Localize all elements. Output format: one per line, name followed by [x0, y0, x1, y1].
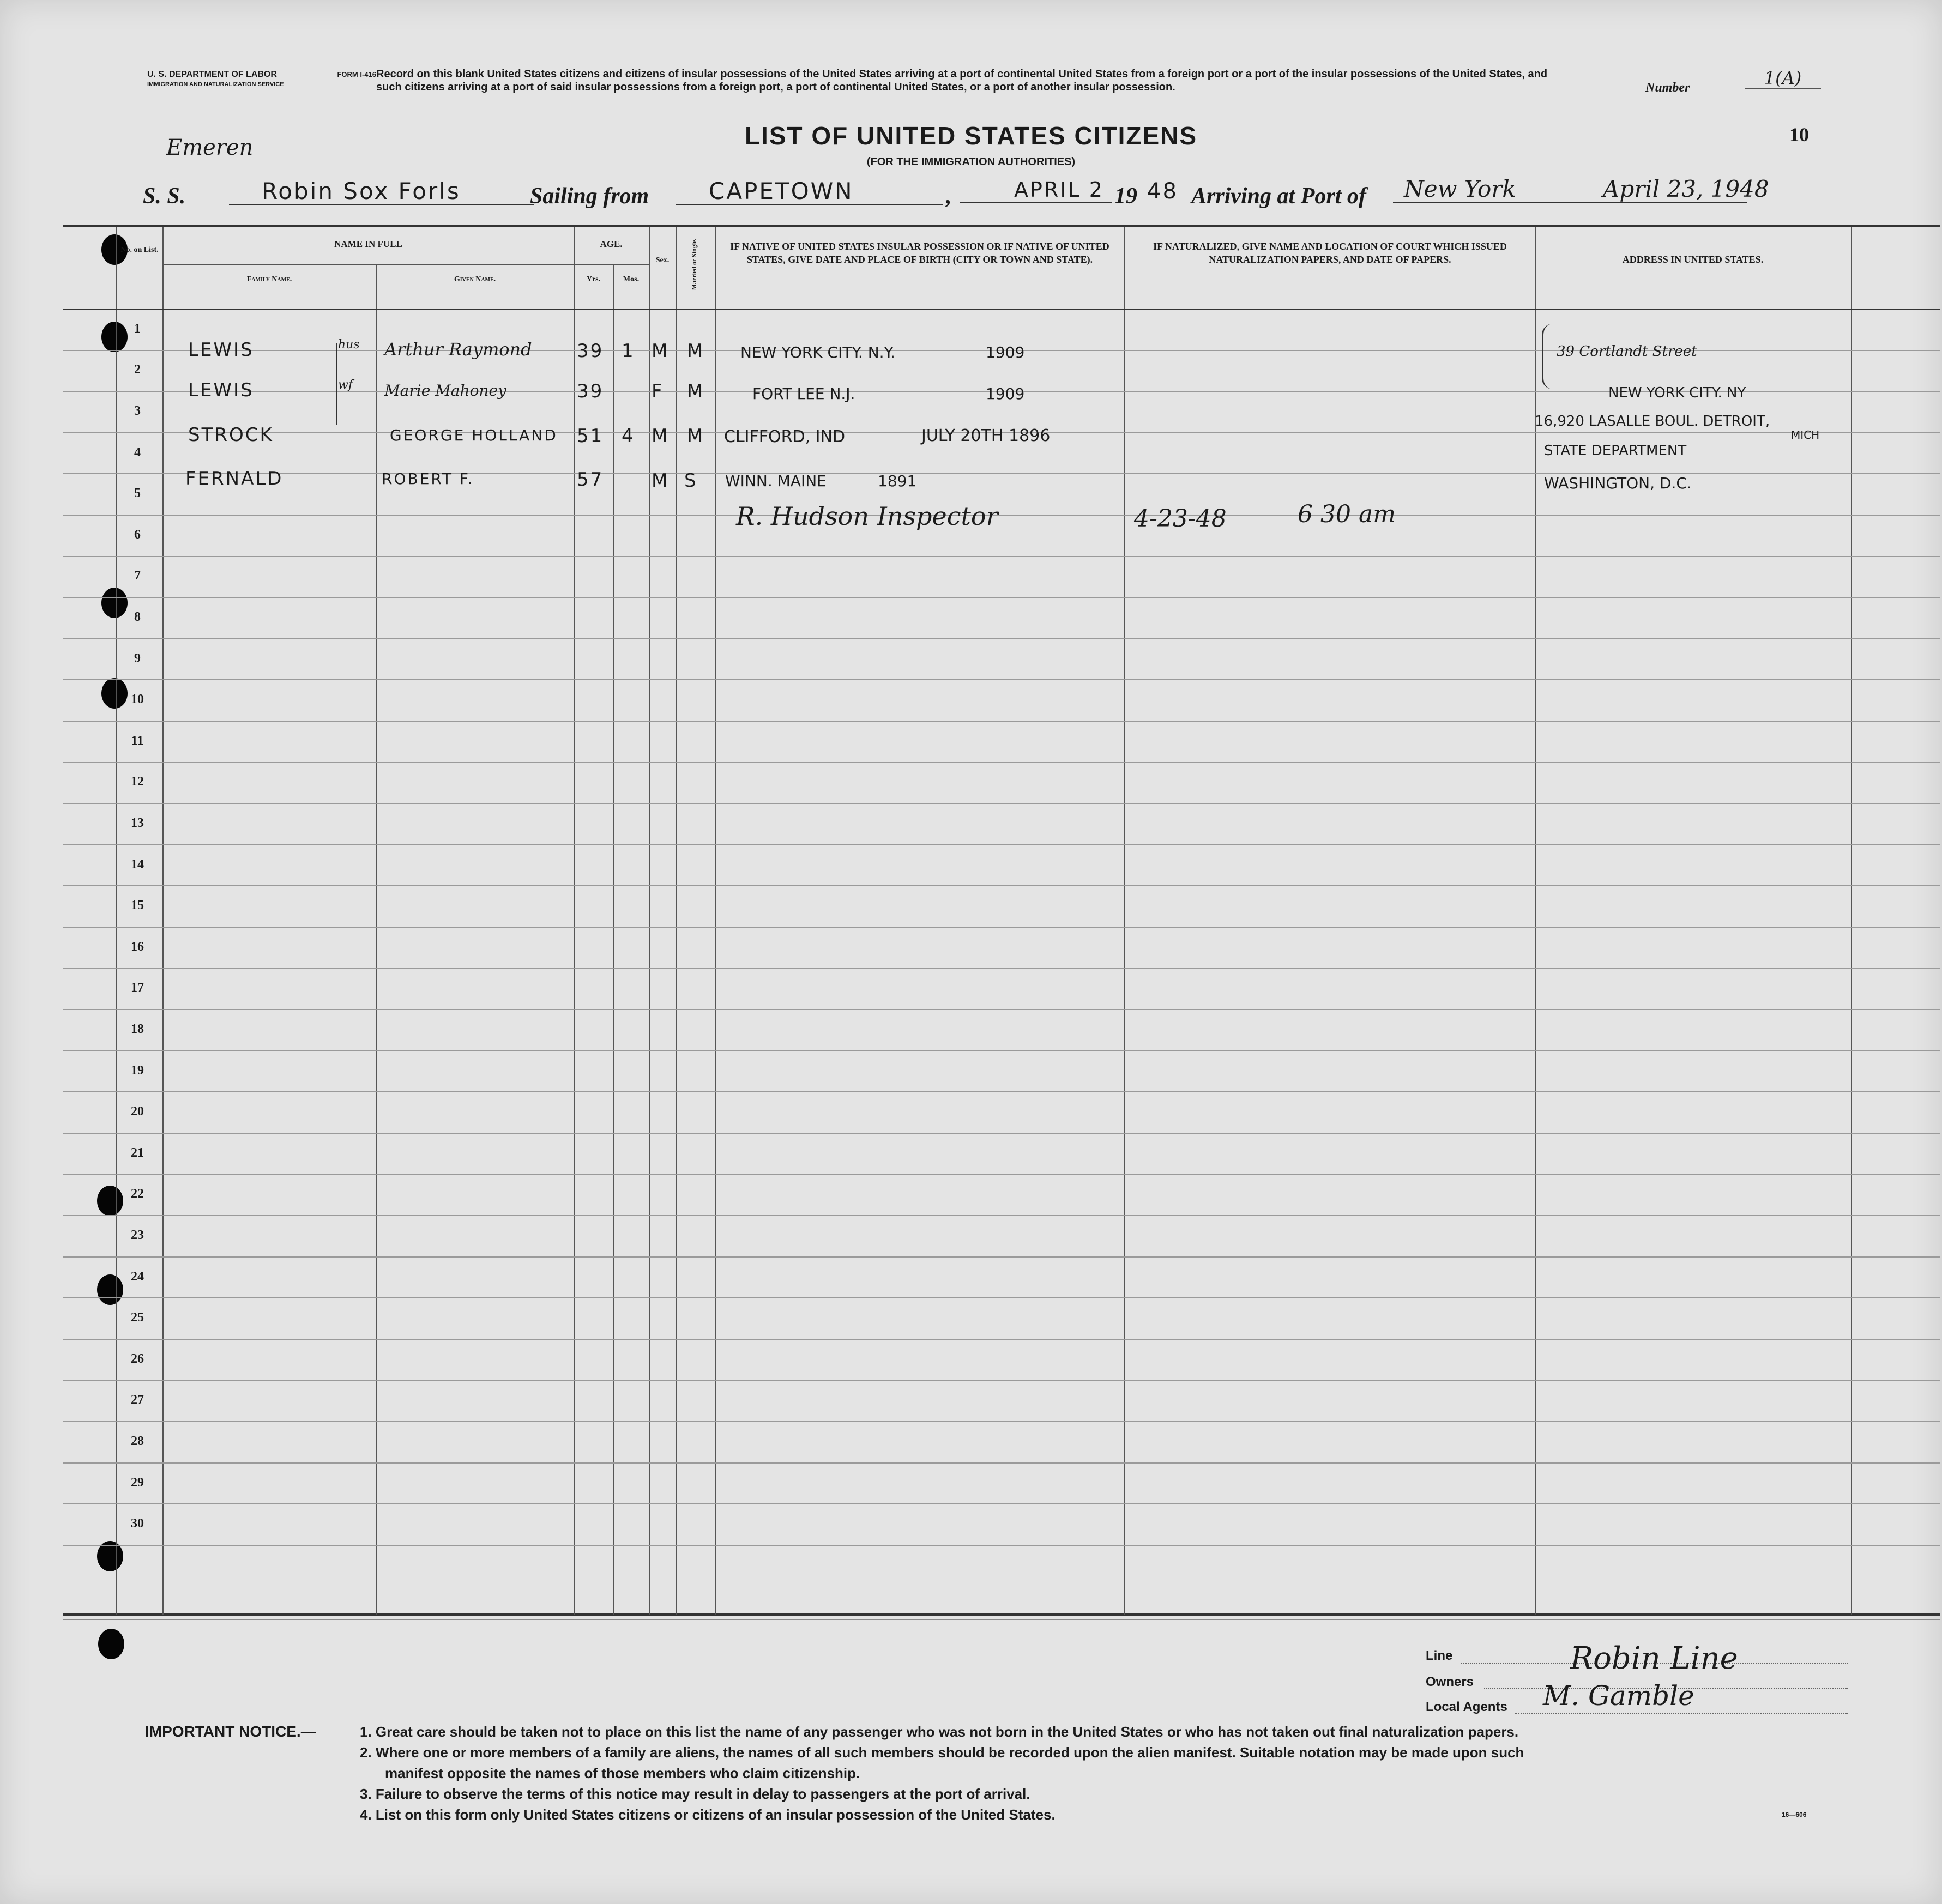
row-rule	[63, 515, 1940, 516]
row-rule	[63, 885, 1940, 886]
col-header-family: Family Name.	[246, 275, 292, 283]
notice-item: 2. Where one or more members of a family are aliens, the names of all such members should be recorded upon the alien manifest. Suitable notation may be made upon such	[360, 1744, 1524, 1761]
family-name: FERNALD	[185, 468, 284, 489]
row-rule	[63, 1050, 1940, 1051]
table-bottom-border	[63, 1613, 1940, 1616]
handwritten-annotation: Emeren	[166, 135, 254, 160]
given-name: Arthur Raymond	[384, 339, 532, 360]
notice-item: 3. Failure to observe the terms of this notice may result in delay to passengers at the port of arrival.	[360, 1786, 1030, 1802]
row-rule	[63, 968, 1940, 969]
row-rule	[63, 927, 1940, 928]
sex: F	[652, 380, 664, 402]
col-header-no: No. on List.	[120, 246, 159, 254]
row-rule	[63, 1421, 1940, 1422]
col-header-given: Given Name.	[454, 275, 496, 283]
year-prefix: 19	[1114, 184, 1137, 209]
notice-list	[360, 1721, 1854, 1825]
row-number: 21	[131, 1146, 144, 1160]
notice-item: 4. List on this form only United States citizens or citizens of an insular possession of the United States.	[360, 1806, 1056, 1823]
given-name: Marie Mahoney	[384, 382, 506, 400]
given-name: GEORGE HOLLAND	[390, 426, 558, 444]
departure-date: APRIL 2	[960, 178, 1112, 203]
form-instructions: Record on this blank United States citizens and citizens of insular possessions of the United States arriving at a port of continental United States from a foreign port or a port of the insular possessions of the United States, and such citizens arriving at a port of said insular possessions from a foreign port, a port of continental United States, or a port of another insular possession.	[376, 68, 1548, 93]
row-number: 6	[134, 528, 141, 542]
row-rule	[63, 721, 1940, 722]
address-line: WASHINGTON, D.C.	[1544, 474, 1692, 492]
manifest-page: U. S. DEPARTMENT OF LABOR FORM I-416 IMMIGRATION AND NATURALIZATION SERVICE Record on this blank United States citizens and citizens of insular possessions of the United States arriving at a port of continental United States from a foreign port or a port of the insular possessions of the United States, and such citizens arriving at a port of said insular possessions from a foreign port, a port of continental United States, or a port of another insular possession. Number 1(A) 10 Emeren LIST OF UNITED STATES CITIZENS (FOR THE IMMIGRATION AUTHORITIES) S. S. Robin Sox Forls Sailing from CAPETOWN , APRIL 2 19 48 Arriving at Port of New York April 23, 1948 No. on List. NAME IN FULL Family Name. Given Name. AGE. Yrs. Mos. Sex. Married or Single. IF NATIVE OF UNITED STATES INSULAR POSSESSION OR IF NATIVE OF UNITED STATES, GIVE DATE AND PLACE OF BIRTH (CITY OR TOWN AND STATE). IF NATURALIZED, GIVE NAME AND LOCATION OF COURT WHICH ISSUED NATURALIZATION PAPERS, AND DATE OF PAPERS. ADDRESS IN UNITED STATES. 1 2 3 4 5 6 7 8 9 10 11 12 13 14 15 16 17 18 19 20 21 22 23 24 25 26 27 28 29 30 LEWIS hus Arthur Raymond 39 1 M M NEW YORK CITY. N.Y. 1909 LEWIS wf Marie Mahoney 39 F M FORT LEE N.J. 1909 STROCK GEORGE HOLLAND 51 4 M M CLIFFORD, IND JULY 20TH 1896 FERNALD ROBERT F. 57 M S WINN. MAINE 1891 39 Cortlandt Street NEW YORK CITY. NY 16,920 LASALLE BOUL. DETROIT, MICH STATE DEPARTMENT WASHINGTON, D.C. R. Hudson Inspector 4-23-48 6 30 am Line Owners Local Agents Robin Line M. Gamble IMPORTANT NOTICE.— 1. Great care should be taken not to place on this list the name of any passenger who was not born in the United States or who has not taken out final naturalization papers. 2. Where one or more members of a family are aliens, the names of all such members should be recorded upon the alien manifest. Suitable notation may be made upon such manifest opposite the names of those members who claim citizenship. 3. Failure to observe the terms of this notice may result in delay to passengers at the port of arrival. 4. List on this form only United States citizens or citizens of an insular possession of the United States. 16—606	[0, 0, 1942, 1904]
col-header-mos: Mos.	[623, 275, 640, 283]
punch-hole	[97, 1274, 123, 1305]
row-rule	[63, 1339, 1940, 1340]
service-name: IMMIGRATION AND NATURALIZATION SERVICE	[147, 81, 284, 88]
sex: M	[652, 425, 670, 447]
row-rule	[63, 597, 1940, 598]
year-suffix: 48	[1147, 179, 1178, 204]
row-number: 10	[131, 692, 144, 706]
row-rule	[63, 1133, 1940, 1134]
form-code: 16—606	[1782, 1811, 1807, 1818]
row-rule	[63, 1009, 1940, 1010]
age-years: 51	[577, 425, 604, 447]
row-number: 5	[134, 486, 141, 500]
row-rule	[63, 803, 1940, 804]
birth-place: WINN. MAINE	[725, 472, 827, 490]
row-number: 19	[131, 1063, 144, 1078]
inspection-time: 6 30 am	[1298, 500, 1396, 528]
page-title: LIST OF UNITED STATES CITIZENS	[744, 122, 1198, 150]
birth-date: 1891	[878, 472, 917, 490]
agent-signature: M. Gamble	[1543, 1680, 1694, 1712]
birth-date: 1909	[986, 343, 1025, 361]
notice-item: manifest opposite the names of those members who claim citizenship.	[385, 1765, 860, 1781]
row-number: 4	[134, 445, 141, 460]
sex: M	[652, 470, 670, 492]
row-rule	[63, 762, 1940, 763]
given-name: ROBERT F.	[382, 470, 474, 488]
age-years: 39	[577, 380, 604, 402]
row-number: 20	[131, 1104, 144, 1119]
row-number: 27	[131, 1393, 144, 1407]
departure-port: CAPETOWN	[676, 178, 943, 205]
age-years: 57	[577, 469, 604, 491]
row-rule	[63, 679, 1940, 680]
family-name: LEWIS	[188, 339, 254, 361]
owners-label: Owners	[1426, 1675, 1474, 1689]
row-number: 25	[131, 1310, 144, 1325]
row-number: 15	[131, 898, 144, 912]
row-number: 14	[131, 857, 144, 872]
row-number: 3	[134, 404, 141, 418]
arriving-label: Arriving at Port of	[1191, 184, 1366, 209]
age-months: 1	[622, 340, 635, 362]
relation: wf	[338, 378, 353, 392]
address-line: NEW YORK CITY. NY	[1608, 385, 1746, 401]
birth-place: NEW YORK CITY. N.Y.	[740, 343, 895, 361]
marital-status: M	[687, 380, 705, 402]
row-number: 18	[131, 1022, 144, 1036]
row-number: 17	[131, 981, 144, 995]
marital-status: M	[687, 340, 705, 362]
notice-item: 1. Great care should be taken not to place on this list the name of any passenger who was not born in the United States or who has not taken out final naturalization papers.	[360, 1724, 1519, 1740]
table-top-border	[63, 225, 1940, 227]
row-number: 8	[134, 610, 141, 624]
birth-date: 1909	[986, 385, 1025, 403]
marital-status: M	[687, 425, 705, 447]
marital-status: S	[684, 470, 698, 492]
col-header-naturalized: IF NATURALIZED, GIVE NAME AND LOCATION OF COURT WHICH ISSUED NATURALIZATION PAPERS, AND DATE OF PAPERS.	[1153, 241, 1507, 265]
relation: hus	[338, 338, 360, 352]
row-rule	[63, 1462, 1940, 1464]
row-rule	[63, 844, 1940, 845]
inspector-signature: R. Hudson Inspector	[736, 501, 998, 531]
row-rule	[63, 1297, 1940, 1298]
row-number: 7	[134, 569, 141, 583]
row-rule	[63, 1503, 1940, 1504]
col-header-married: Married or Single.	[690, 238, 698, 291]
address-line: 39 Cortlandt Street	[1557, 343, 1697, 360]
page-subtitle: (FOR THE IMMIGRATION AUTHORITIES)	[866, 156, 1076, 168]
address-line: 16,920 LASALLE BOUL. DETROIT,	[1535, 413, 1770, 430]
row-rule	[63, 1256, 1940, 1258]
row-rule	[63, 1091, 1940, 1092]
col-header-sex: Sex.	[655, 256, 670, 264]
ship-name: Robin Sox Forls	[229, 178, 534, 205]
local-agents-label: Local Agents	[1426, 1700, 1507, 1714]
line-label: Line	[1426, 1648, 1453, 1663]
number-value: 1(A)	[1745, 68, 1821, 89]
page-number: 10	[1789, 124, 1809, 146]
row-rule	[63, 1215, 1940, 1216]
col-header-age: AGE.	[600, 239, 623, 249]
row-number: 13	[131, 816, 144, 830]
sex: M	[652, 340, 670, 362]
form-number: FORM I-416	[337, 70, 376, 78]
row-number: 16	[131, 940, 144, 954]
row-number: 2	[134, 362, 141, 377]
ss-label: S. S.	[143, 184, 186, 209]
sailing-from-label: Sailing from	[530, 184, 649, 209]
family-bracket	[336, 343, 341, 425]
arrival-date: April 23, 1948	[1603, 176, 1769, 202]
birth-date: JULY 20TH 1896	[921, 426, 1051, 445]
address-line: MICH	[1791, 428, 1820, 442]
row-number: 28	[131, 1434, 144, 1448]
row-number: 24	[131, 1270, 144, 1284]
notice-heading: IMPORTANT NOTICE.—	[145, 1723, 316, 1740]
department-name: U. S. DEPARTMENT OF LABOR	[147, 70, 277, 79]
family-name: STROCK	[188, 424, 274, 446]
punch-hole	[98, 1629, 124, 1659]
address-line: STATE DEPARTMENT	[1544, 443, 1687, 459]
col-header-yrs: Yrs.	[586, 275, 601, 283]
number-label: Number	[1645, 81, 1690, 95]
birth-place: CLIFFORD, IND	[724, 427, 846, 446]
row-number: 9	[134, 651, 141, 666]
col-header-address: ADDRESS IN UNITED STATES.	[1622, 254, 1764, 265]
col-header-birth: IF NATIVE OF UNITED STATES INSULAR POSSESSION OR IF NATIVE OF UNITED STATES, GIVE DATE AND PLACE OF BIRTH (CITY OR TOWN AND STATE).	[730, 241, 1109, 265]
row-rule	[63, 638, 1940, 639]
row-rule	[63, 1545, 1940, 1546]
row-rule	[63, 1174, 1940, 1175]
row-number: 30	[131, 1516, 144, 1531]
row-number: 23	[131, 1228, 144, 1242]
address-bracket	[1542, 324, 1554, 389]
row-number: 22	[131, 1187, 144, 1201]
row-rule	[63, 556, 1940, 557]
col-header-name: NAME IN FULL	[334, 239, 402, 249]
department-block	[147, 70, 376, 89]
age-months: 4	[622, 425, 635, 447]
row-number: 1	[134, 322, 141, 336]
row-number: 26	[131, 1352, 144, 1366]
line-signature: Robin Line	[1570, 1641, 1738, 1676]
arrival-port: New York	[1393, 176, 1747, 203]
row-number: 12	[131, 775, 144, 789]
punch-hole	[97, 1186, 123, 1216]
row-number: 11	[131, 734, 144, 748]
family-name: LEWIS	[188, 379, 254, 401]
row-number: 29	[131, 1476, 144, 1490]
birth-place: FORT LEE N.J.	[752, 385, 855, 403]
age-years: 39	[577, 340, 604, 362]
row-rule	[63, 1380, 1940, 1381]
inspection-date: 4-23-48	[1134, 505, 1227, 533]
